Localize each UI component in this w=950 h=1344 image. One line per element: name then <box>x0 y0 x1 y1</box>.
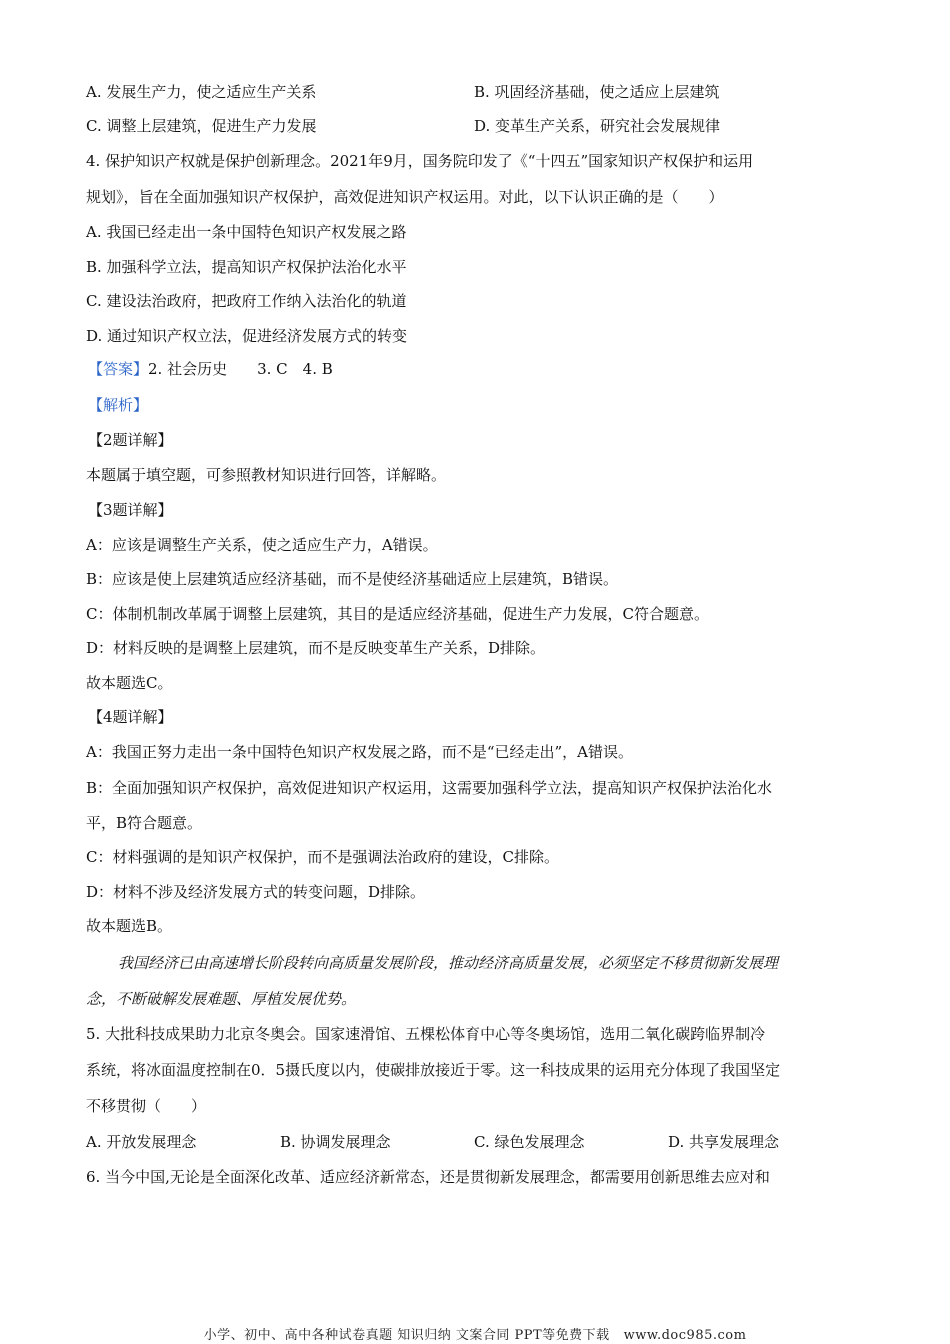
material-line-1: 我国经济已由高速增长阶段转向高质量发展阶段，推动经济高质量发展，必须坚定不移贯彻新发展理 <box>118 954 779 972</box>
q5-option-d: D. 共享发展理念 <box>668 1133 780 1151</box>
q4-option-a: A. 我国已经走出一条中国特色知识产权发展之路 <box>86 223 407 241</box>
page-footer <box>0 1324 950 1343</box>
q4-detail-title: 【4题详解】 <box>88 708 173 726</box>
q3-detail-conclusion: 故本题选C。 <box>86 674 173 692</box>
q4-detail-b-line-1: B：全面加强知识产权保护，高效促进知识产权运用，这需要加强科学立法，提高知识产权保护法治化水 <box>86 779 773 797</box>
q3-option-b: B. 巩固经济基础，使之适应上层建筑 <box>474 83 720 101</box>
q6-stem-line-1: 6. 当今中国,无论是全面深化改革、适应经济新常态，还是贯彻新发展理念，都需要用创新思维去应对和 <box>86 1168 770 1186</box>
q4-detail-a: A：我国正努力走出一条中国特色知识产权发展之路，而不是“已经走出”，A错误。 <box>86 743 634 761</box>
q2-detail-text: 本题属于填空题，可参照教材知识进行回答，详解略。 <box>86 466 447 484</box>
q5-option-b: B. 协调发展理念 <box>280 1133 391 1151</box>
material-line-2: 念，不断破解发展难题、厚植发展优势。 <box>86 990 357 1008</box>
q5-stem-line-1: 5. 大批科技成果助力北京冬奥会。国家速滑馆、五棵松体育中心等冬奥场馆，选用二氧化碳跨临界制冷 <box>86 1025 766 1043</box>
q3-detail-c: C：体制机制改革属于调整上层建筑，其目的是适应经济基础，促进生产力发展，C符合题意。 <box>86 605 709 623</box>
q3-option-c: C. 调整上层建筑，促进生产力发展 <box>86 117 317 135</box>
q4-detail-conclusion: 故本题选B。 <box>86 917 173 935</box>
q4-stem-line-1: 4. 保护知识产权就是保护创新理念。2021年9月，国务院印发了《“十四五”国家知识产权保护和运用 <box>86 152 754 170</box>
q4-option-d: D. 通过知识产权立法，促进经济发展方式的转变 <box>86 327 408 345</box>
q4-detail-d: D：材料不涉及经济发展方式的转变问题，D排除。 <box>86 883 426 901</box>
analysis-label: 【解析】 <box>88 396 149 414</box>
q2-detail-title: 【2题详解】 <box>88 431 173 449</box>
footer-url[interactable]: www.doc985.com <box>623 1328 747 1343</box>
q5-stem-line-3: 不移贯彻（ ） <box>86 1097 207 1115</box>
q3-detail-title: 【3题详解】 <box>88 501 173 519</box>
answer-line <box>88 359 333 379</box>
q3-detail-b: B：应该是使上层建筑适应经济基础，而不是使经济基础适应上层建筑，B错误。 <box>86 570 619 588</box>
q3-option-d: D. 变革生产关系，研究社会发展规律 <box>474 117 721 135</box>
q3-option-a: A. 发展生产力，使之适应生产关系 <box>86 83 317 101</box>
footer-text: 小学、初中、高中各种试卷真题 知识归纳 文案合同 PPT等免费下载 <box>203 1328 610 1343</box>
q5-stem-line-2: 系统，将冰面温度控制在0．5摄氏度以内，使碳排放接近于零。这一科技成果的运用充分体现了我国坚定 <box>86 1061 781 1079</box>
q4-detail-b-line-2: 平，B符合题意。 <box>86 814 203 832</box>
q4-option-c: C. 建设法治政府，把政府工作纳入法治化的轨道 <box>86 292 407 310</box>
q3-detail-d: D：材料反映的是调整上层建筑，而不是反映变革生产关系，D排除。 <box>86 639 546 657</box>
q4-option-b: B. 加强科学立法，提高知识产权保护法治化水平 <box>86 258 407 276</box>
q4-stem-line-2: 规划》，旨在全面加强知识产权保护，高效促进知识产权运用。对此，以下认识正确的是（ ） <box>86 188 724 206</box>
q5-option-a: A. 开放发展理念 <box>86 1133 197 1151</box>
answer-text: 2. 社会历史 3. C 4. B <box>148 360 333 378</box>
q5-option-c: C. 绿色发展理念 <box>474 1133 585 1151</box>
answer-label: 【答案】 <box>88 360 149 378</box>
q3-detail-a: A：应该是调整生产关系，使之适应生产力，A错误。 <box>86 536 438 554</box>
q4-detail-c: C：材料强调的是知识产权保护，而不是强调法治政府的建设，C排除。 <box>86 848 559 866</box>
